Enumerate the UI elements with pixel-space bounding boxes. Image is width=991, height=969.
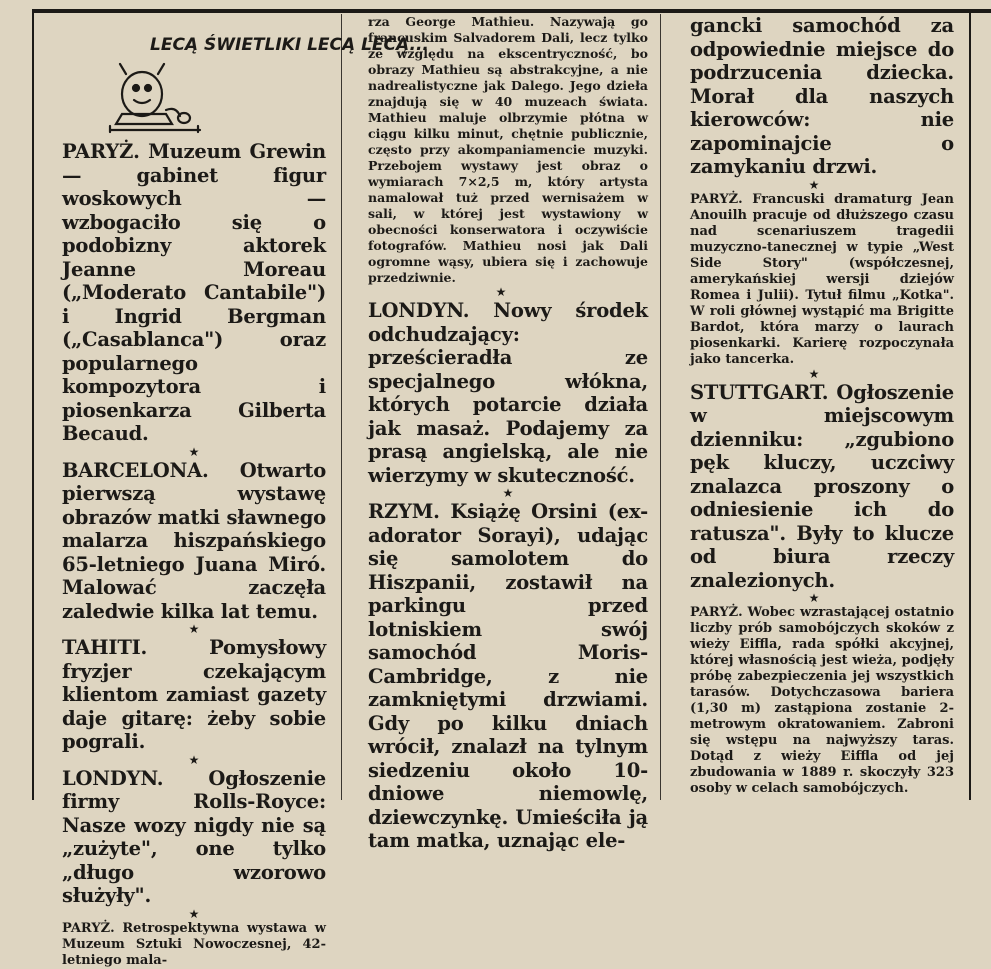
news-item: LONDYN. Nowy środek odchudzający: prześcieradła ze specjalnego włókna, których potarcie działa jak masaż. Podajemy za prasą angielską, ale nie wierzymy w skuteczność. bbox=[368, 299, 648, 487]
news-item: BARCELONA. Otwarto pierwszą wystawę obrazów matki sławnego malarza hiszpańskiego 65-letniego Juana Miró. Malować zaczęła zaledwie kilka lat temu. bbox=[62, 458, 326, 623]
column-3-small-text bbox=[668, 192, 960, 368]
column-1-text bbox=[40, 140, 332, 921]
star-separator: ★ bbox=[188, 906, 200, 921]
news-item: RZYM. Książę Orsini (ex-adorator Sorayi), udając się samolotem do Hiszpanii, zostawił na parkingu przed lotniskiem swój samochód Moris-Cambridge, z nie zamkniętymi drzwiami. Gdy po kilku dniach wrócił, znalazł na tylnym siedzeniu około 10-dniowe niemowlę, dziewczynkę. Umieściła ją tam matka, uznając ele- bbox=[368, 500, 648, 852]
star-separator: ★ bbox=[188, 622, 200, 636]
column-3-text bbox=[668, 14, 960, 179]
news-item: gancki samochód za odpowiednie miejsce do podrzucenia dziecka. Morał dla naszych kierowców: nie zapominajcie o zamykaniu drzwi. bbox=[690, 14, 954, 178]
column-1-small-text bbox=[40, 921, 332, 969]
column-3 bbox=[668, 14, 960, 797]
star-separator: ★ bbox=[808, 591, 820, 605]
cartoon-logo bbox=[80, 14, 429, 140]
top-rule bbox=[32, 9, 991, 13]
right-rule bbox=[969, 9, 971, 800]
star-separator: ★ bbox=[188, 444, 200, 459]
star-separator: ★ bbox=[495, 285, 507, 299]
star-separator: ★ bbox=[808, 366, 820, 381]
column-2 bbox=[350, 14, 652, 853]
news-item: PARYŻ. Muzeum Grewin — gabinet figur woskowych — wzbogaciło się o podobizny aktorek Jeanne Moreau („Moderato Cantabile") i Ingrid Bergman („Casablanca") oraz popularnego kompozytora i piosenkarza Gilberta Becaud. bbox=[62, 140, 326, 445]
column-separator bbox=[341, 14, 342, 800]
news-item: PARYŻ. Wobec wzrastającej ostatnio liczby prób samobójczych skoków z wieży Eiffla, rada spółki akcyjnej, której własnością jest wieża, podjęły próbę zabezpieczenia jej wszystkich tarasów. Dotychczasowa bariera (1,30 m) zastąpiona zostanie 2-metrowym okratowaniem. Zabroni się wstępu na najwyższy taras. Dotąd z wieży Eiffla od jej zbudowania w 1889 r. skoczyły 323 osoby w celach samobójczych. bbox=[690, 605, 954, 796]
news-item: PARYŻ. Retrospektywna wystawa w Muzeum Sztuki Nowoczesnej, 42-letniego mala- bbox=[62, 920, 326, 968]
star-separator: ★ bbox=[502, 486, 514, 500]
column-header bbox=[40, 14, 429, 140]
column-2-text bbox=[350, 299, 652, 853]
column-3-text-2 bbox=[668, 381, 960, 593]
column-1 bbox=[40, 14, 429, 969]
logo-text: LECĄ ŚWIETLIKI LECĄ LECĄ... bbox=[150, 35, 429, 55]
news-item: LONDYN. Ogłoszenie firmy Rolls-Royce: Nasze wozy nigdy nie są „zużyte", one tylko „długo wzorowo służyły". bbox=[62, 766, 326, 907]
star-separator: ★ bbox=[808, 177, 820, 192]
news-item: STUTTGART. Ogłoszenie w miejscowym dzienniku: „zgubiono pęk kluczy, uczciwy znalazca proszony o odniesienie ich do ratusza". Były to klucze od biura rzeczy znalezionych. bbox=[690, 380, 954, 592]
left-rule bbox=[32, 9, 34, 800]
news-item: TAHITI. Pomysłowy fryzjer czekającym klientom zamiast gazety daje gitarę: żeby sobie pograli. bbox=[62, 636, 326, 753]
column-2-small-text bbox=[350, 14, 652, 286]
news-item: rza George Mathieu. Nazywają go francuskim Salvadorem Dali, lecz tylko ze względu na ekscentryczność, bo obrazy Mathieu są abstrakcyjne, a nie nadrealistyczne jak Dalego. Jego dzieła znajdują się w 40 muzeach świata. Mathieu maluje olbrzymie płótna w ciągu kilku minut, chętnie publicznie, często przy akompaniamencie muzyki. Przebojem wystawy jest obraz o wymiarach 7×2,5 m, który artysta namalował tuż przed wernisażem w sali, w której jest wystawiony w obecności konserwatora i oczywiście fotografów. Mathieu nosi jak Dali ogromne wąsy, ubiera się i zachowuje przedziwnie. bbox=[368, 14, 648, 285]
news-item: PARYŻ. Francuski dramaturg Jean Anouilh pracuje od dłuższego czasu nad scenariuszem tragedii muzyczno-tanecznej w typie „West Side Story" (współczesnej, amerykańskiej wersji dziejów Romea i Julii). Tytuł filmu „Kotka". W roli głównej wystąpić ma Brigitte Bardot, która marzy o laurach piosenkarki. Karierę rozpoczynała jako tancerka. bbox=[690, 191, 954, 367]
column-separator bbox=[660, 14, 661, 800]
star-separator: ★ bbox=[188, 752, 200, 767]
column-3-small-text-2 bbox=[668, 605, 960, 797]
